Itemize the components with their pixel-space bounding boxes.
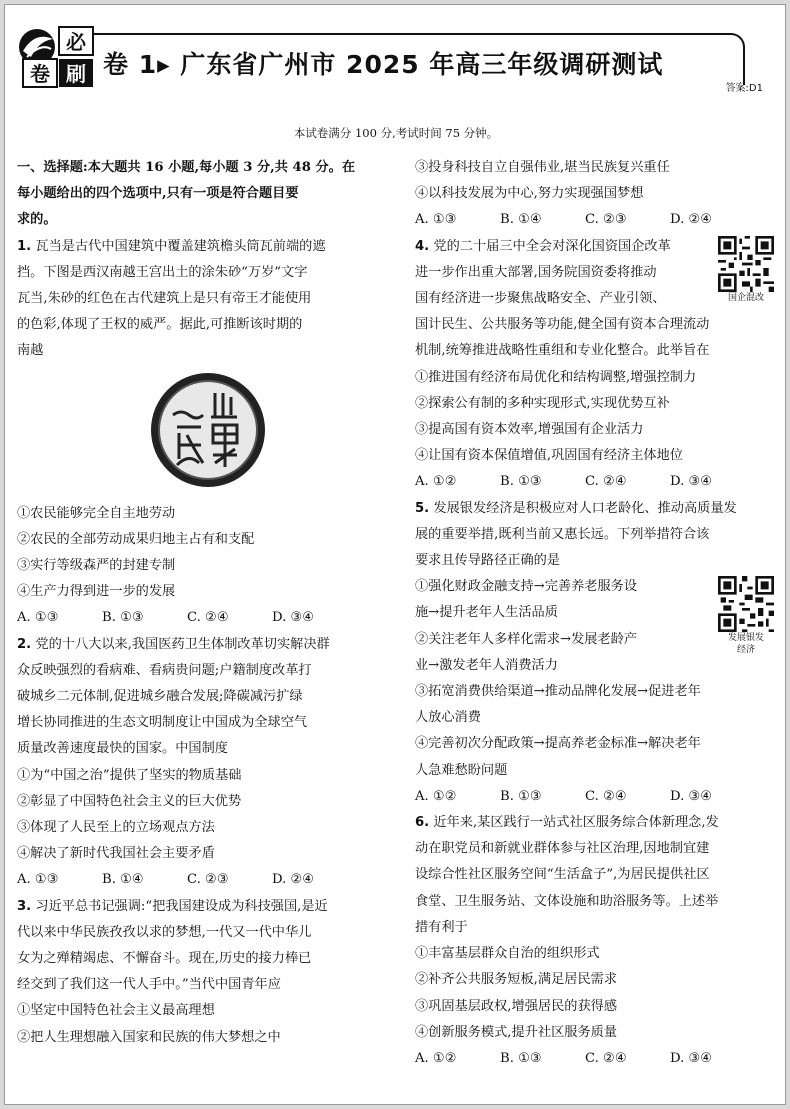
question-option: ①坚定中国特色社会主义最高理想 bbox=[17, 1003, 215, 1019]
question-option: ②探索公有制的多种实现形式,实现优势互补 bbox=[415, 395, 670, 411]
question-option: ③拓宽消费供给渠道→推动品牌化发展→促进老年 bbox=[415, 684, 701, 700]
qr-block bbox=[715, 576, 777, 656]
question-option: 人放心消费 bbox=[415, 710, 481, 726]
question-stem-line: 3. 习近平总书记强调:“把我国建设成为科技强国,是近 bbox=[17, 898, 328, 914]
qr-code-icon[interactable] bbox=[718, 236, 774, 292]
choice-c[interactable]: C. ②③ bbox=[585, 212, 627, 228]
question-stem-line: 南越 bbox=[17, 343, 44, 359]
choice-c[interactable]: C. ②③ bbox=[187, 872, 229, 888]
choice-a[interactable]: A. ①② bbox=[415, 788, 457, 804]
question-stem-line: 破城乡二元体制,促进城乡融合发展;降碳减污扩绿 bbox=[17, 689, 303, 705]
question-option: ①为“中国之治”提供了坚实的物质基础 bbox=[17, 767, 242, 783]
question-option: ④创新服务模式,提升社区服务质量 bbox=[415, 1024, 618, 1040]
question-option: ②补齐公共服务短板,满足居民需求 bbox=[415, 972, 618, 988]
question-option: ④以科技发展为中心,努力实现强国梦想 bbox=[415, 186, 644, 202]
question-option: ④解决了新时代我国社会主要矛盾 bbox=[17, 846, 215, 862]
question-stem-line: 机制,统筹推进战略性重组和专业化整合。此举旨在 bbox=[415, 343, 710, 359]
question-option: ②把人生理想融入国家和民族的伟大梦想之中 bbox=[17, 1029, 281, 1045]
question-stem-line: 增长协同推进的生态文明制度让中国成为全球空气 bbox=[17, 715, 308, 731]
question-option: ④让国有资本保值增值,巩固国有经济主体地位 bbox=[415, 448, 683, 464]
question-stem-line: 动在职党员和新就业群体参与社区治理,因地制宜建 bbox=[415, 841, 710, 857]
qr-caption: 发展银发 bbox=[727, 633, 764, 644]
section-heading-line: 一、选择题:本大题共 16 小题,每小题 3 分,共 48 分。在 bbox=[17, 160, 356, 175]
qr-block bbox=[715, 236, 777, 304]
question-stem-line: 措有利于 bbox=[415, 919, 468, 935]
choice-c[interactable]: C. ②④ bbox=[585, 474, 627, 490]
choice-c[interactable]: C. ②④ bbox=[585, 1050, 627, 1066]
question-stem-line: 女为之殚精竭虑、不懈奋斗。现在,历史的接力棒已 bbox=[17, 951, 312, 967]
question-option: ③体现了人民至上的立场观点方法 bbox=[17, 820, 215, 836]
question-option: ①丰富基层群众自治的组织形式 bbox=[415, 946, 600, 962]
question-5 bbox=[415, 496, 777, 810]
question-stem-line: 瓦当,朱砂的红色在古代建筑上是只有帝王才能使用 bbox=[17, 291, 312, 307]
answer-choices bbox=[415, 1046, 777, 1072]
logo-char-shua: 刷 bbox=[66, 62, 86, 86]
choice-b[interactable]: B. ①④ bbox=[500, 212, 542, 228]
question-stem-line: 要求且传导路径正确的是 bbox=[415, 553, 561, 569]
choice-d[interactable]: D. ③④ bbox=[670, 1050, 713, 1066]
choice-a[interactable]: A. ①③ bbox=[17, 872, 59, 888]
choice-b[interactable]: B. ①③ bbox=[500, 788, 542, 804]
qr-caption: 经济 bbox=[736, 645, 755, 656]
question-option: 人急难愁盼问题 bbox=[415, 762, 508, 778]
question-stem-line: 6. 近年来,某区践行一站式社区服务综合体新理念,发 bbox=[415, 815, 719, 831]
choice-a[interactable]: A. ①② bbox=[415, 474, 457, 490]
qr-code-icon[interactable] bbox=[718, 576, 774, 632]
answer-choices bbox=[17, 867, 395, 893]
question-stem-line: 展的重要举措,既利当前又惠长远。下列举措符合该 bbox=[415, 526, 710, 542]
choice-d[interactable]: D. ③④ bbox=[670, 788, 713, 804]
choice-a[interactable]: A. ①③ bbox=[415, 212, 457, 228]
choice-a[interactable]: A. ①③ bbox=[17, 610, 59, 626]
question-stem-line: 4. 党的二十届三中全会对深化国资国企改革 bbox=[415, 238, 671, 254]
question-number: 6. bbox=[415, 815, 430, 831]
question-stem-line: 国计民生、公共服务等功能,健全国有资本合理流动 bbox=[415, 317, 710, 333]
answer-choices bbox=[17, 605, 395, 631]
question-2 bbox=[17, 632, 395, 894]
answer-reference: 答案:D1 bbox=[725, 83, 763, 94]
question-stem-line: 1. 瓦当是古代中国建筑中覆盖建筑檐头筒瓦前端的遮 bbox=[17, 238, 326, 254]
wadang-tile-image bbox=[149, 371, 267, 489]
question-option: ③实行等级森严的封建专制 bbox=[17, 558, 176, 574]
left-column bbox=[17, 155, 395, 1051]
question-stem-line: 经交到了我们这一代人手中。”当代中国青年应 bbox=[17, 977, 281, 993]
logo-char-juan: 卷 bbox=[30, 62, 50, 86]
question-number: 3. bbox=[17, 898, 32, 914]
question-option: ②关注老年人多样化需求→发展老龄产 bbox=[415, 631, 638, 647]
question-option: ②彰显了中国特色社会主义的巨大优势 bbox=[17, 793, 242, 809]
question-option: ③投身科技自立自强伟业,堪当民族复兴重任 bbox=[415, 160, 670, 175]
question-option: ①强化财政金融支持→完善养老服务设 bbox=[415, 579, 638, 595]
section-heading-line: 每小题给出的四个选项中,只有一项是符合题目要 bbox=[17, 186, 299, 202]
page-title: 卷 1▸ 广东省广州市 2025 年高三年级调研测试 bbox=[103, 50, 664, 79]
choice-d[interactable]: D. ②④ bbox=[272, 872, 315, 888]
exam-page bbox=[4, 4, 786, 1105]
question-stem-line: 代以来中华民族孜孜以求的梦想,一代又一代中华儿 bbox=[17, 924, 312, 940]
question-stem-line: 2. 党的十八大以来,我国医药卫生体制改革切实解决群 bbox=[17, 636, 330, 652]
choice-b[interactable]: B. ①④ bbox=[102, 872, 144, 888]
question-stem-line: 进一步作出重大部署,国务院国资委将推动 bbox=[415, 264, 657, 280]
question-1 bbox=[17, 234, 395, 632]
question-option: 业→激发老年人消费活力 bbox=[415, 657, 558, 673]
question-option: ①推进国有经济布局优化和结构调整,增强控制力 bbox=[415, 369, 697, 385]
question-number: 2. bbox=[17, 636, 32, 652]
choice-d[interactable]: D. ②④ bbox=[670, 212, 713, 228]
question-stem-line: 5. 发展银发经济是积极应对人口老龄化、推动高质量发 bbox=[415, 500, 737, 516]
choice-d[interactable]: D. ③④ bbox=[670, 474, 713, 490]
choice-b[interactable]: B. ①③ bbox=[102, 610, 144, 626]
question-option: ①农民能够完全自主地劳动 bbox=[17, 505, 176, 521]
choice-c[interactable]: C. ②④ bbox=[187, 610, 229, 626]
question-stem-line: 国有经济进一步聚焦战略安全、产业引领、 bbox=[415, 291, 666, 307]
bishua-logo bbox=[13, 23, 97, 89]
question-stem-line: 设综合性社区服务空间“生活盒子”,为居民提供社区 bbox=[415, 867, 710, 883]
question-option: ③巩固基层政权,增强居民的获得感 bbox=[415, 998, 618, 1014]
answer-choices bbox=[415, 469, 777, 495]
question-stem-line: 质量改善速度最快的国家。中国制度 bbox=[17, 741, 228, 757]
question-number: 5. bbox=[415, 500, 430, 516]
answer-choices bbox=[415, 784, 777, 810]
question-stem-line: 挡。下图是西汉南越王宫出土的涂朱砂“万岁”文字 bbox=[17, 264, 308, 280]
question-stem-line: 食堂、卫生服务站、文体设施和助浴服务等。上述举 bbox=[415, 893, 719, 909]
question-option: ③提高国有资本效率,增强国有企业活力 bbox=[415, 422, 644, 438]
question-3 bbox=[17, 894, 395, 1051]
choice-a[interactable]: A. ①② bbox=[415, 1050, 457, 1066]
choice-d[interactable]: D. ③④ bbox=[272, 610, 315, 626]
question-stem-line: 的色彩,体现了王权的威严。据此,可推断该时期的 bbox=[17, 317, 303, 333]
right-column bbox=[415, 155, 777, 1072]
question-number: 1. bbox=[17, 238, 32, 254]
section-heading-line: 求的。 bbox=[17, 212, 57, 228]
question-stem-line: 众反映强烈的看病难、看病贵问题;户籍制度改革打 bbox=[17, 662, 312, 678]
question-option: ④完善初次分配政策→提高养老金标准→解决老年 bbox=[415, 736, 701, 752]
wadang-image-area bbox=[17, 365, 395, 495]
choice-b[interactable]: B. ①③ bbox=[500, 1050, 542, 1066]
logo-char-bi: 必 bbox=[66, 30, 86, 54]
header bbox=[13, 23, 743, 89]
question-option: ④生产力得到进一步的发展 bbox=[17, 584, 176, 600]
question-number: 4. bbox=[415, 238, 430, 254]
question-option: 施→提升老年人生活品质 bbox=[415, 605, 558, 621]
exam-intro: 本试卷满分 100 分,考试时间 75 分钟。 bbox=[293, 126, 499, 140]
question-4 bbox=[415, 234, 777, 496]
question-option: ②农民的全部劳动成果归地主占有和支配 bbox=[17, 531, 255, 547]
qr-caption: 国企混改 bbox=[727, 292, 764, 303]
choice-c[interactable]: C. ②④ bbox=[585, 788, 627, 804]
answer-choices bbox=[415, 207, 777, 233]
choice-b[interactable]: B. ①③ bbox=[500, 474, 542, 490]
question-6 bbox=[415, 810, 777, 1072]
